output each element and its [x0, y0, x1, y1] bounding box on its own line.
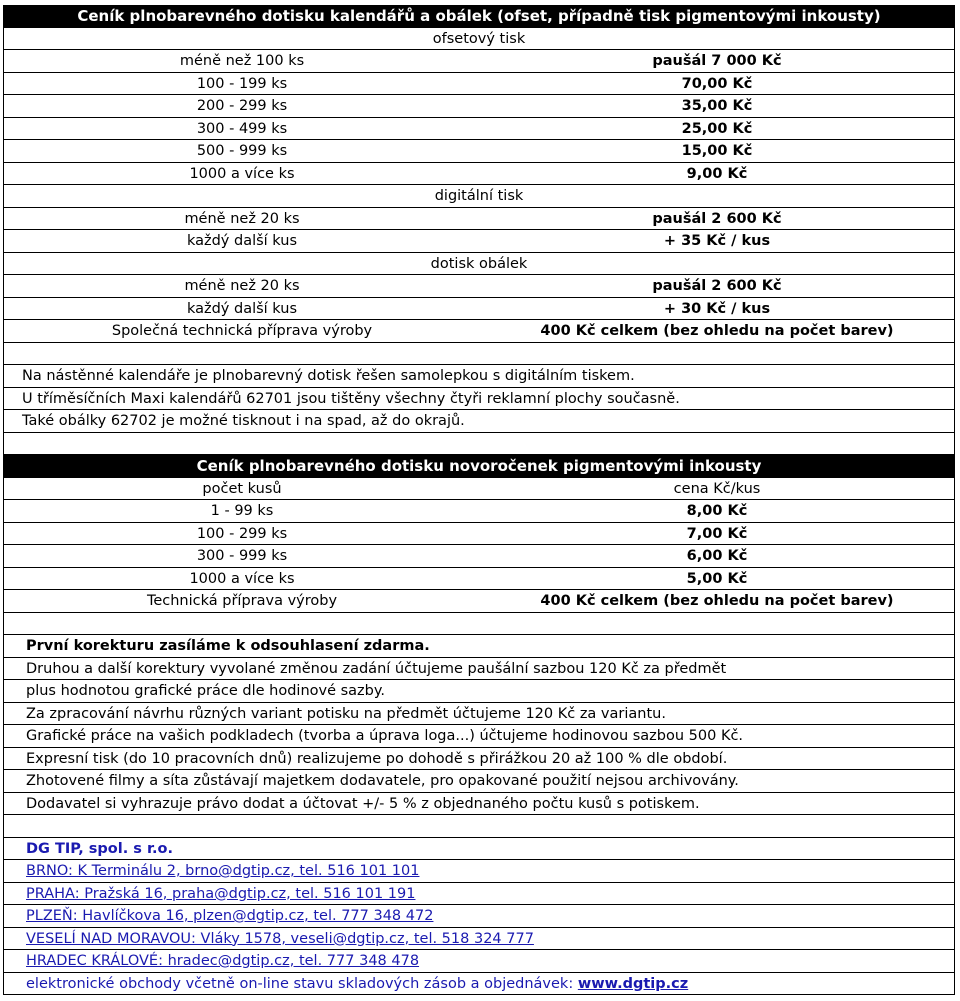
qty-cell: 200 - 299 ks [196, 98, 288, 114]
price-cell: 8,00 Kč [686, 503, 748, 519]
table-row [3, 590, 955, 613]
office-line[interactable] [3, 950, 955, 973]
price-cell: 7,00 Kč [686, 525, 748, 542]
office-link[interactable]: BRNO: K Terminálu 2, brno@dgtip.cz, tel. 516 101 101 [26, 863, 420, 879]
table-row [3, 208, 955, 231]
qty-cell: 1000 a více ks [189, 570, 295, 587]
prep-label: Společná technická příprava výroby [111, 323, 373, 339]
office-link[interactable]: VESELÍ NAD MORAVOU: Vláky 1578, veseli@dgtip.cz, tel. 518 324 777 [26, 930, 534, 947]
office-line[interactable] [3, 860, 955, 883]
office-line[interactable] [3, 905, 955, 928]
office-link[interactable]: PRAHA: Pražská 16, praha@dgtip.cz, tel. 516 101 191 [26, 885, 416, 902]
table-row [3, 50, 955, 73]
table-row [3, 95, 955, 118]
table-row [3, 140, 955, 163]
office-link[interactable]: HRADEC KRÁLOVÉ: hradec@dgtip.cz, tel. 777 348 478 [26, 953, 420, 969]
office-line[interactable] [3, 883, 955, 906]
table-row [3, 163, 955, 186]
qty-cell: každý další kus [186, 233, 298, 249]
office-link[interactable]: PLZEŇ: Havlíčkova 16, plzen@dgtip.cz, tel. 777 348 472 [26, 908, 434, 924]
table-row [3, 275, 955, 298]
newyear-table-title: Ceník plnobarevného dotisku novoročenek pigmentovými inkousty [3, 455, 955, 478]
table-row [3, 500, 955, 523]
office-line[interactable] [3, 928, 955, 951]
note-line: U tříměsíčních Maxi kalendářů 62701 jsou tištěny všechny čtyři reklamní plochy současně. [3, 388, 955, 411]
price-cell: 70,00 Kč [681, 75, 753, 92]
qty-cell: 1000 a více ks [189, 165, 295, 182]
eshop-text: elektronické obchody včetně on-line stavu skladových zásob a objednávek: [26, 975, 578, 992]
terms-headline: První korekturu zasíláme k odsouhlasení zdarma. [3, 635, 955, 658]
note-line: Také obálky 62702 je možné tisknout i na spad, až do okrajů. [3, 410, 955, 433]
eshop-link[interactable]: www.dgtip.cz [577, 975, 689, 992]
terms-line: plus hodnotou grafické práce dle hodinové sazby. [3, 680, 955, 703]
spacer-row [3, 343, 955, 366]
terms-line: Za zpracování návrhu různých variant potisku na předmět účtujeme 120 Kč za variantu. [3, 703, 955, 726]
qty-cell: každý další kus [186, 300, 298, 317]
price-cell: + 30 Kč / kus [663, 300, 771, 317]
qty-cell: méně než 20 ks [184, 278, 300, 294]
qty-cell: 500 - 999 ks [196, 143, 288, 159]
note-line: Na nástěnné kalendáře je plnobarevný dotisk řešen samolepkou s digitálním tiskem. [3, 365, 955, 388]
terms-line: Dodavatel si vyhrazuje právo dodat a účtovat +/- 5 % z objednaného počtu kusů s potiskem. [3, 793, 955, 816]
table-row [3, 230, 955, 253]
table-row [3, 568, 955, 591]
digital-section-label: digitální tisk [3, 185, 955, 208]
qty-cell: 300 - 499 ks [196, 120, 288, 137]
prep-price: 400 Kč celkem (bez ohledu na počet barev) [540, 323, 894, 339]
table-header-row [3, 478, 955, 501]
terms-line: Zhotovené filmy a síta zůstávají majetkem dodavatele, pro opakované použití nejsou archivovány. [3, 770, 955, 793]
envelope-section-label: dotisk obálek [3, 253, 955, 276]
spacer-row [3, 815, 955, 838]
price-cell: paušál 2 600 Kč [652, 210, 782, 227]
price-cell: 9,00 Kč [686, 165, 748, 182]
price-cell: 5,00 Kč [686, 570, 748, 587]
eshop-line [3, 973, 955, 996]
company-name: DG TIP, spol. s r.o. [3, 838, 955, 861]
price-sheet [3, 5, 955, 995]
spacer-row [3, 613, 955, 636]
price-cell: paušál 2 600 Kč [652, 278, 782, 294]
col-header-qty: počet kusů [202, 480, 282, 497]
table-row [3, 320, 955, 343]
table-row [3, 298, 955, 321]
terms-line: Druhou a další korektury vyvolané změnou zadání účtujeme paušální sazbou 120 Kč za předmět [3, 658, 955, 681]
table-row [3, 118, 955, 141]
col-header-price: cena Kč/kus [673, 480, 761, 497]
table-row [3, 545, 955, 568]
prep-price: 400 Kč celkem (bez ohledu na počet barev) [540, 593, 894, 609]
qty-cell: méně než 20 ks [184, 210, 300, 227]
price-cell: paušál 7 000 Kč [652, 53, 782, 69]
qty-cell: 100 - 199 ks [196, 75, 288, 92]
table-row [3, 523, 955, 546]
qty-cell: 1 - 99 ks [210, 503, 274, 519]
price-cell: 35,00 Kč [681, 98, 753, 114]
price-cell: 15,00 Kč [681, 143, 753, 159]
price-cell: 6,00 Kč [686, 548, 748, 564]
qty-cell: 300 - 999 ks [196, 548, 288, 564]
spacer-row [3, 433, 955, 456]
calendar-table-title: Ceník plnobarevného dotisku kalendářů a obálek (ofset, případně tisk pigmentovými inkousty) [3, 5, 955, 28]
qty-cell: 100 - 299 ks [196, 525, 288, 542]
price-cell: 25,00 Kč [681, 120, 753, 137]
offset-section-label: ofsetový tisk [3, 28, 955, 51]
terms-line: Grafické práce na vašich podkladech (tvorba a úprava loga...) účtujeme hodinovou sazbou 500 Kč. [3, 725, 955, 748]
prep-label: Technická příprava výroby [146, 593, 338, 609]
qty-cell: méně než 100 ks [179, 53, 305, 69]
price-cell: + 35 Kč / kus [663, 233, 771, 249]
table-row [3, 73, 955, 96]
terms-line: Expresní tisk (do 10 pracovních dnů) realizujeme po dohodě s přirážkou 20 až 100 % dle období. [3, 748, 955, 771]
